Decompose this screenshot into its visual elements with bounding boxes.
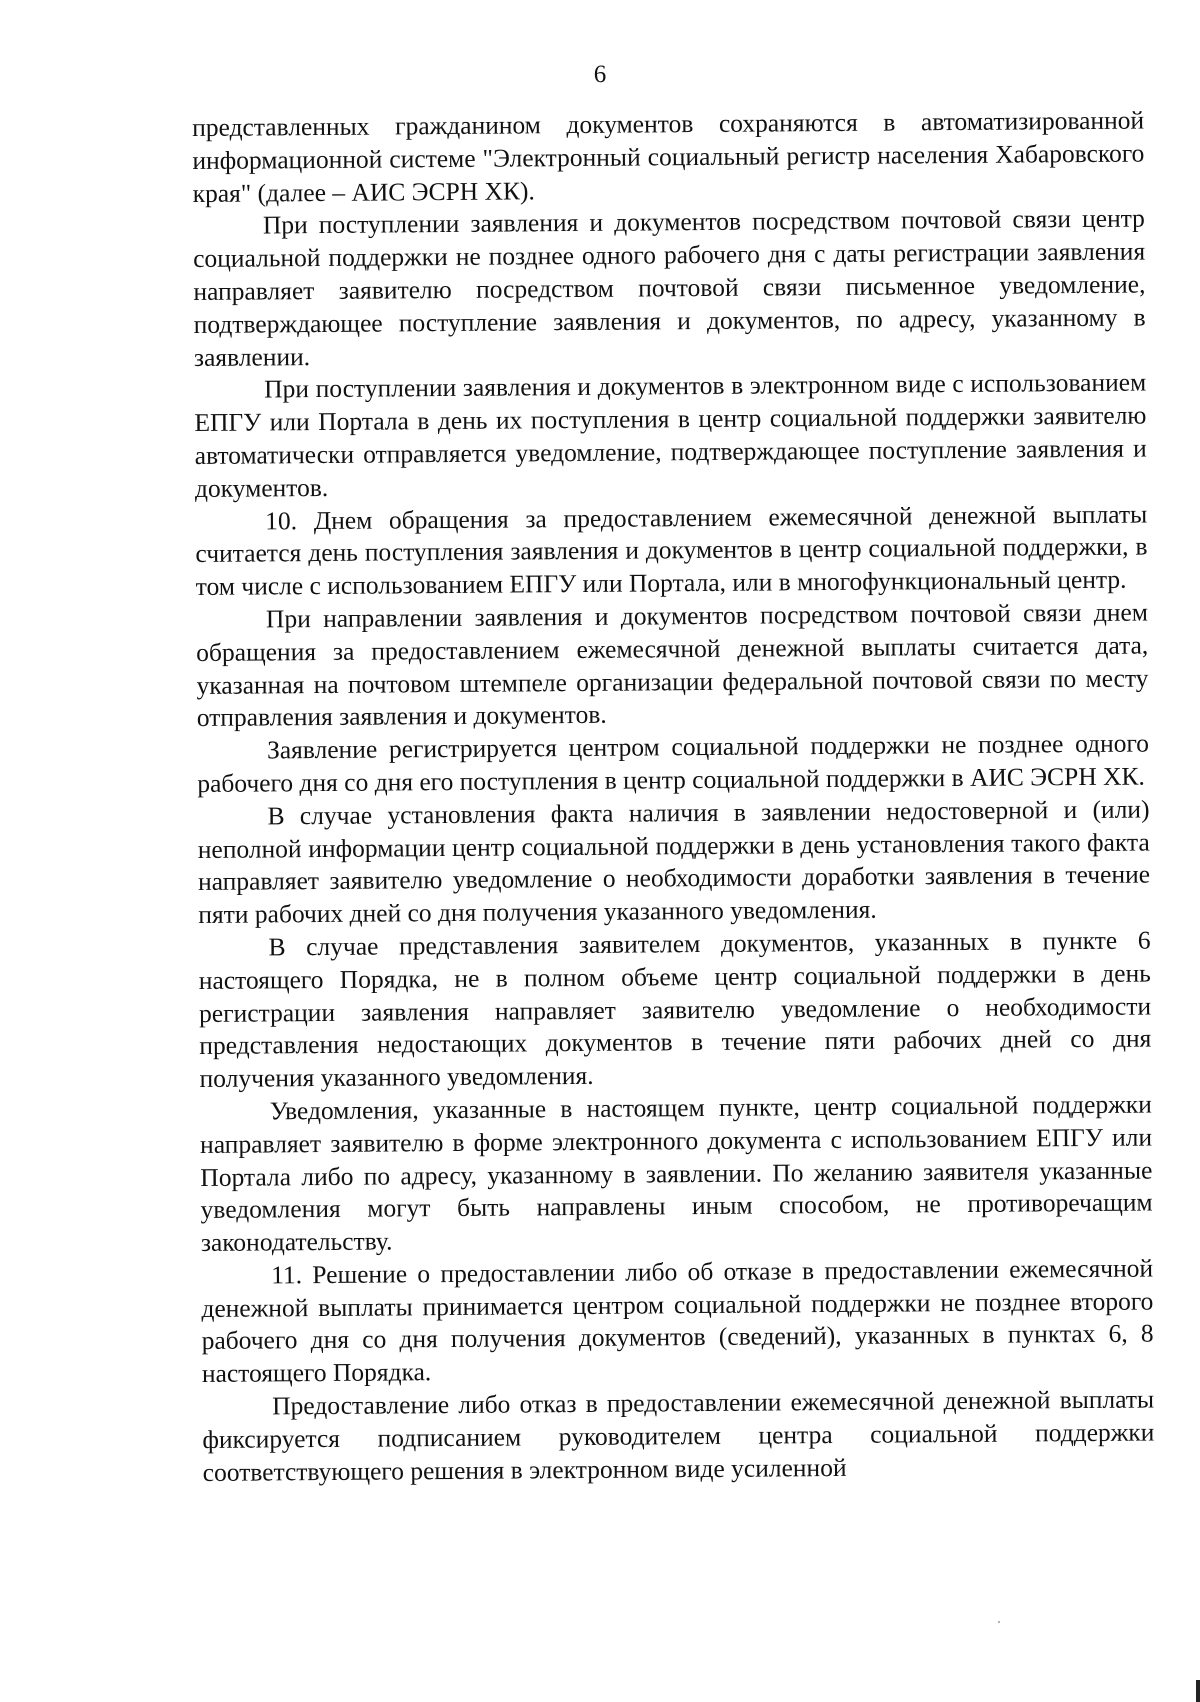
paragraph-continuation: представленных гражданином документов сохраняются в автоматизированной информационной системе "Электронный социальный регистр населения Хабаровского края" (далее – АИС ЭСРН ХК). <box>192 105 1145 208</box>
paragraph-postal-notification: При поступлении заявления и документов посредством почтовой связи центр социальной поддержки не позднее одного рабочего дня с даты регистрации заявления направляет заявителю посредством почтовой связи письменное уведомление, подтверждающее поступление заявления и документов, по адресу, указанному в заявлении. <box>193 203 1146 372</box>
paragraph-postal-date: При направлении заявления и документов посредством почтовой связи днем обращения за предоставлением ежемесячной денежной выплаты считается дата, указанная на почтовом штемпеле организации федеральной почтовой связи по месту отправления заявления и документов. <box>196 597 1149 733</box>
paragraph-electronic-notification: При поступлении заявления и документов в электронном виде с использованием ЕПГУ или Портала в день их поступления в центр социальной поддержки заявителю автоматически отправляется уведомление, подтверждающее поступление заявления и документов. <box>194 367 1147 503</box>
paragraph-item-10: 10. Днем обращения за предоставлением ежемесячной денежной выплаты считается день поступления заявления и документов в центр социальной поддержки, в том числе с использованием ЕПГУ или Портала, или в многофункциональный центр. <box>195 499 1148 602</box>
paragraph-item-11: 11. Решение о предоставлении либо об отказе в предоставлении ежемесячной денежной выплаты принимается центром социальной поддержки не позднее второго рабочего дня со дня получения документов (сведений), указанных в пунктах 6, 8 настоящего Порядка. <box>201 1253 1154 1389</box>
page-number: 6 <box>593 61 607 88</box>
paragraph-notification-method: Уведомления, указанные в настоящем пункте, центр социальной поддержки направляет заявителю в форме электронного документа с использованием ЕПГУ или Портала либо по адресу, указанному в заявлении. По желанию заявителя указанные уведомления могут быть направлены иным способом, не противоречащим законодательству. <box>199 1089 1153 1258</box>
paragraph-missing-documents: В случае представления заявителем документов, указанных в пункте 6 настоящего Порядка, не в полном объеме центр социальной поддержки в день регистрации заявления направляет заявителю уведомление о необходимости представления недостающих документов в течение пяти рабочих дней со дня получения указанного уведомления. <box>198 925 1152 1094</box>
paragraph-decision-signing: Предоставление либо отказ в предоставлении ежемесячной денежной выплаты фиксируется подписанием руководителем центра социальной поддержки соответствующего решения в электронном виде усиленной <box>202 1384 1155 1487</box>
scan-edge-mark <box>1196 1680 1200 1702</box>
paragraph-registration: Заявление регистрируется центром социальной поддержки не позднее одного рабочего дня со дня его поступления в центр социальной поддержки в АИС ЭСРН ХК. <box>197 728 1150 798</box>
scan-artifact-dot <box>998 1621 1000 1623</box>
paragraph-incomplete-info: В случае установления факта наличия в заявлении недостоверной и (или) неполной информации центр социальной поддержки в день установления такого факта направляет заявителю уведомление о необходимости доработки заявления в течение пяти рабочих дней со дня получения указанного уведомления. <box>197 794 1151 930</box>
document-body <box>192 105 1155 1490</box>
